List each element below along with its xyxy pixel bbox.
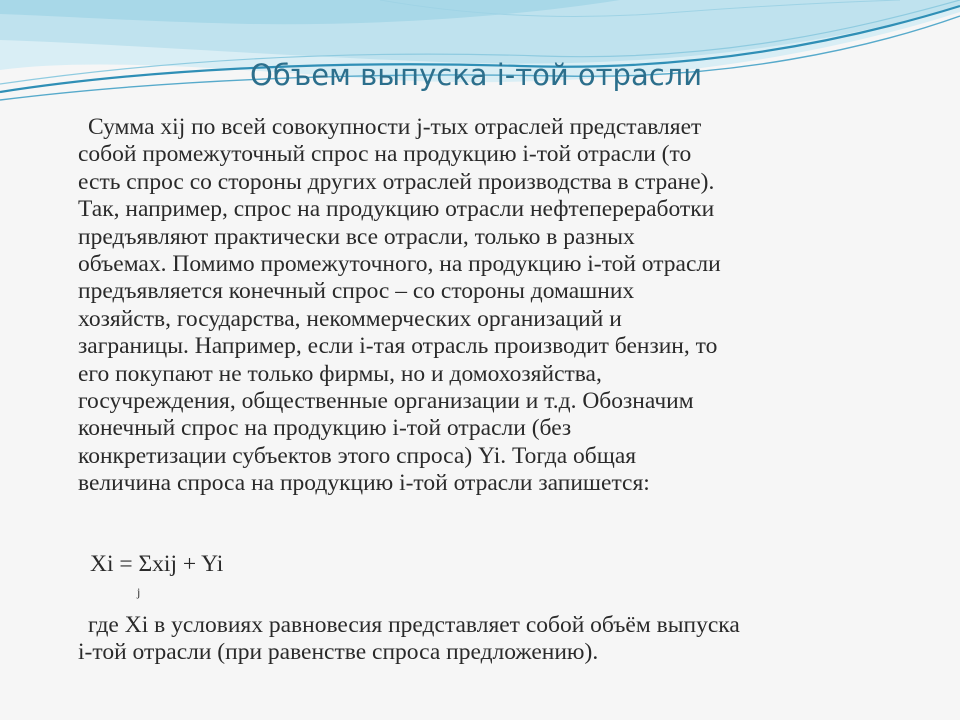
paragraph-line: Так, например, спрос на продукцию отрасли нефтепереработки	[78, 196, 715, 223]
paragraph-line: есть спрос со стороны других отраслей производства в стране).	[78, 168, 715, 195]
main-paragraph	[78, 114, 924, 498]
paragraph-line: величина спроса на продукцию i-той отрасли запишется:	[78, 470, 650, 497]
formula-subscript: j	[137, 585, 141, 599]
paragraph-line: объемах. Помимо промежуточного, на продукцию i-той отрасли	[78, 251, 721, 278]
demand-formula: Xi = Σxij + Yi	[90, 551, 224, 577]
paragraph-line: Сумма xij по всей совокупности j-тых отраслей представляет	[88, 114, 702, 140]
note-line: где Xi в условиях равновесия представляет собой объём выпуска	[88, 612, 740, 638]
paragraph-line: конкретизации субъектов этого спроса) Yi. Тогда общая	[78, 442, 637, 469]
paragraph-line: конечный спрос на продукцию i-той отрасли (без	[78, 415, 572, 442]
paragraph-line: его покупают не только фирмы, но и домохозяйства,	[78, 360, 602, 387]
paragraph-line: госучреждения, общественные организации и т.д. Обозначим	[78, 388, 694, 415]
paragraph-line: предъявляется конечный спрос – со стороны домашних	[78, 278, 635, 305]
paragraph-line: хозяйств, государства, некоммерческих организаций и	[78, 305, 622, 332]
slide-title: Объем выпуска i-той отрасли	[250, 58, 703, 92]
formula-note	[78, 612, 924, 667]
paragraph-line: заграницы. Например, если i-тая отрасль производит бензин, то	[78, 333, 718, 360]
paragraph-line: предъявляют практически все отрасли, только в разных	[78, 223, 635, 250]
note-line: i-той отрасли (при равенстве спроса предложению).	[78, 639, 599, 666]
paragraph-line: собой промежуточный спрос на продукцию i-той отрасли (то	[78, 141, 692, 168]
